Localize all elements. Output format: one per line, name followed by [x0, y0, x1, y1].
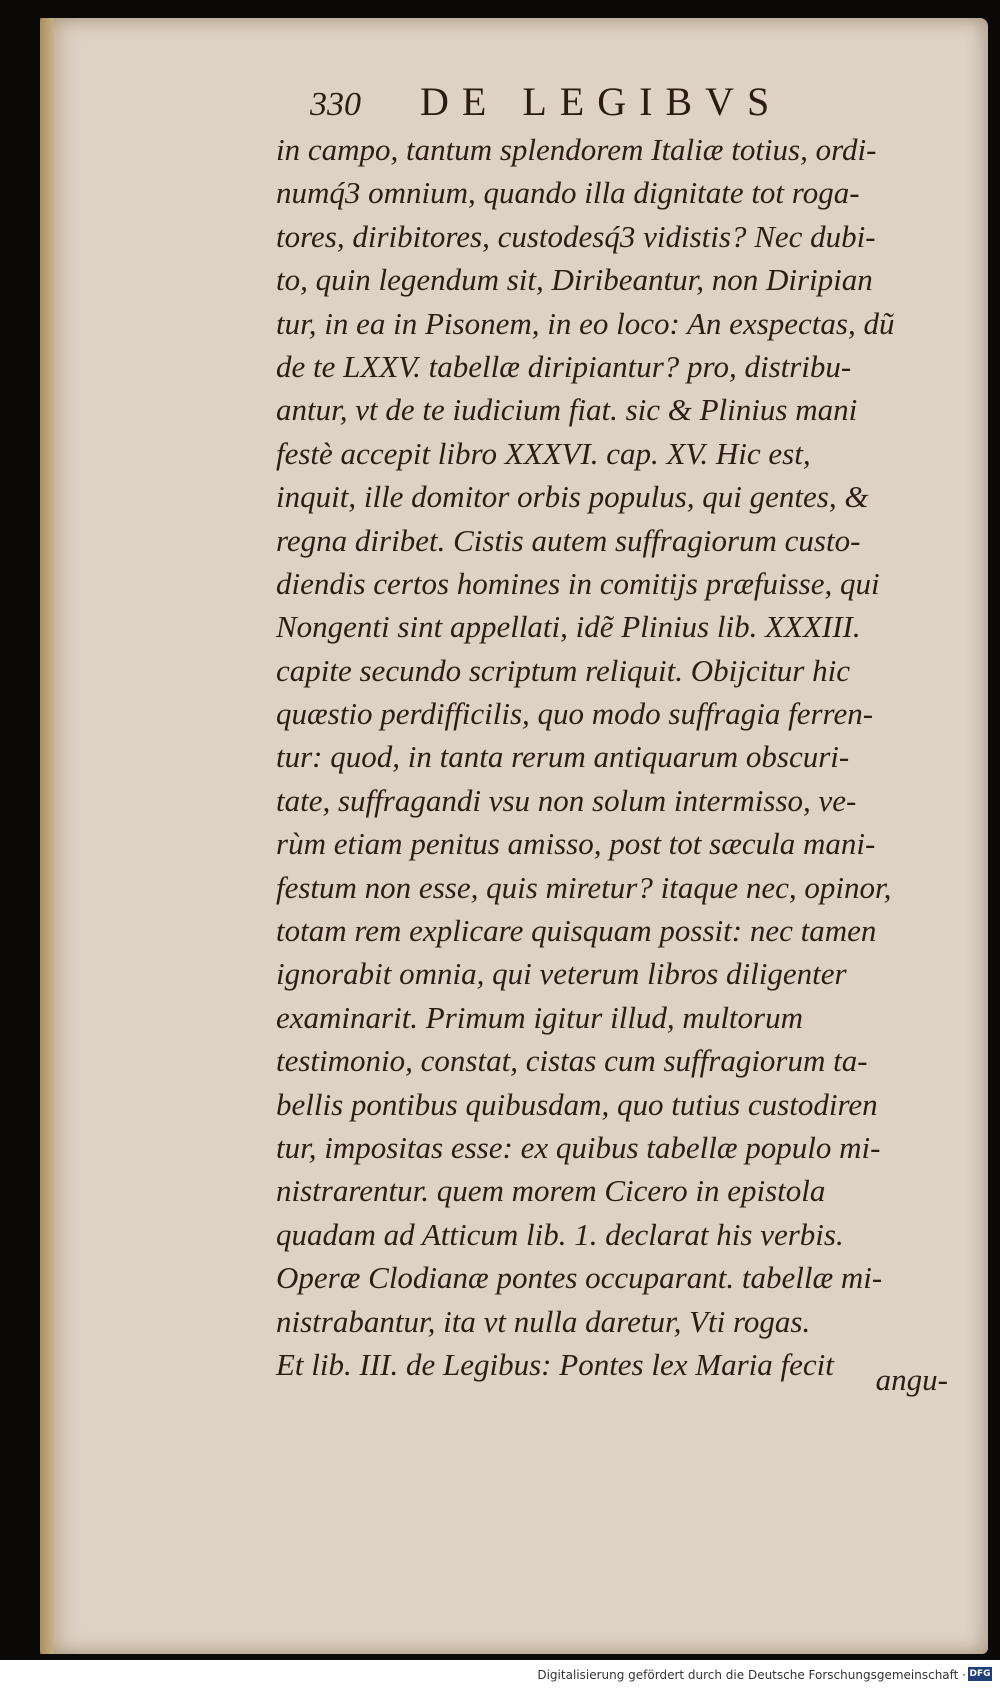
text-line: diendis certos homines in comitijs præfuisse, qui — [276, 565, 880, 601]
text-line: Nongenti sint appellati, idẽ Plinius lib. XXXIII. — [276, 609, 861, 645]
text-line: festum non esse, quis miretur? itaque nec, opinor, — [276, 869, 892, 905]
text-line: rùm etiam penitus amisso, post tot sæcula mani- — [276, 826, 876, 862]
page-gutter-edge — [40, 18, 54, 1654]
text-line: tores, diribitores, custodesq́3 vidistis? Nec dubi- — [276, 218, 876, 254]
text-line: tur, impositas esse: ex quibus tabellæ populo mi- — [276, 1129, 881, 1165]
text-line: bellis pontibus quibusdam, quo tutius custodiren — [276, 1086, 878, 1122]
text-line: numq́3 omnium, quando illa dignitate tot roga- — [276, 175, 860, 211]
text-line: nistrabantur, ita vt nulla daretur, Vti rogas. — [276, 1303, 811, 1339]
catchword: angu- — [875, 1362, 948, 1397]
text-line: de te LXXV. tabellæ diripiantur? pro, distribu- — [276, 348, 852, 384]
text-line: inquit, ille domitor orbis populus, qui gentes, & — [276, 479, 869, 515]
text-line: tur, in ea in Pisonem, in eo loco: An exspectas, dũ — [276, 305, 895, 341]
body-text — [276, 128, 966, 1386]
text-line: totam rem explicare quisquam possit: nec tamen — [276, 913, 877, 949]
text-line: to, quin legendum sit, Diribeantur, non Diripian — [276, 262, 873, 298]
text-line: in campo, tantum splendorem Italiæ totius, ordi- — [276, 132, 877, 167]
text-line: nistrarentur. quem morem Cicero in epistola — [276, 1173, 826, 1209]
text-line: Operæ Clodianæ pontes occuparant. tabellæ mi- — [276, 1260, 883, 1296]
dfg-logo: DFG — [969, 1669, 991, 1679]
text-line: ignorabit omnia, qui veterum libros diligenter — [276, 956, 847, 992]
running-head-title: DE LEGIBVS — [420, 79, 783, 124]
footer-credit: Digitalisierung gefördert durch die Deutsche Forschungsgemeinschaft · — [537, 1668, 966, 1682]
text-line: examinarit. Primum igitur illud, multorum — [276, 999, 803, 1035]
text-line: antur, vt de te iudicium fiat. sic & Plinius mani — [276, 392, 858, 428]
text-line: Et lib. III. de Legibus: Pontes lex Maria fecit — [276, 1346, 834, 1382]
text-line: testimonio, constat, cistas cum suffragiorum ta- — [276, 1043, 868, 1079]
text-line: regna diribet. Cistis autem suffragiorum custo- — [276, 522, 861, 558]
text-line: festè accepit libro XXXVI. cap. XV. Hic est, — [276, 435, 811, 471]
text-line: quadam ad Atticum lib. 1. declarat his verbis. — [276, 1216, 844, 1252]
text-line: tate, suffragandi vsu non solum intermisso, ve- — [276, 782, 857, 818]
text-line: tur: quod, in tanta rerum antiquarum obscuri- — [276, 739, 850, 775]
digitization-footer — [0, 1660, 1000, 1691]
text-line: capite secundo scriptum reliquit. Obijcitur hic — [276, 652, 850, 688]
page-number: 330 — [310, 86, 361, 123]
text-line: quæstio perdifficilis, quo modo suffragia ferren- — [276, 696, 874, 732]
